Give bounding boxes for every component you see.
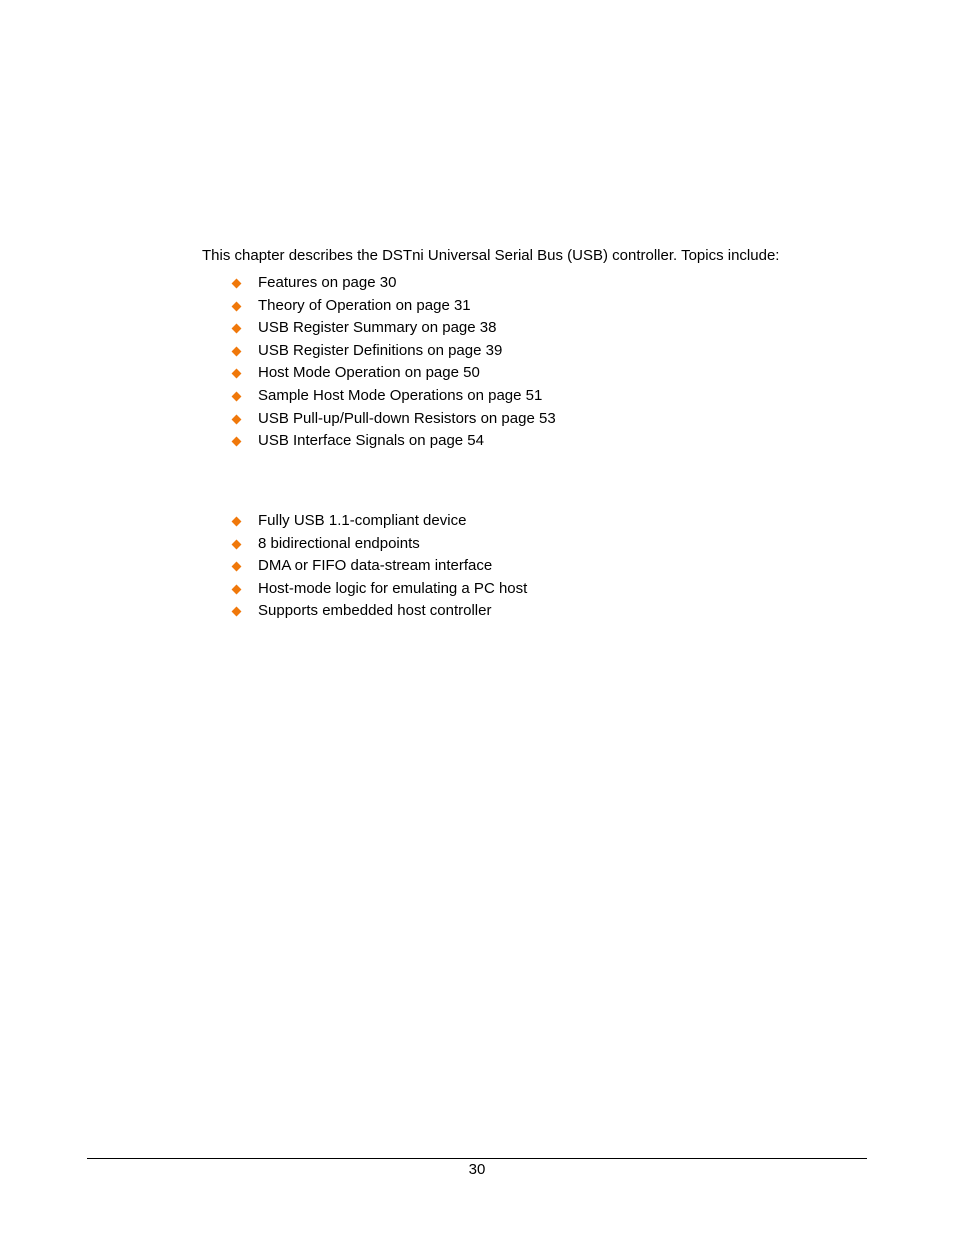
topic-link[interactable]: Features on page 30 bbox=[258, 274, 397, 291]
diamond-bullet-icon bbox=[232, 369, 242, 379]
list-item[interactable] bbox=[231, 272, 556, 295]
diamond-bullet-icon bbox=[232, 414, 242, 424]
footer-divider bbox=[87, 1158, 867, 1159]
diamond-bullet-icon bbox=[232, 584, 242, 594]
topic-link[interactable]: Host Mode Operation on page 50 bbox=[258, 364, 480, 382]
diamond-bullet-icon bbox=[232, 562, 242, 572]
features-list bbox=[231, 510, 527, 623]
diamond-bullet-icon bbox=[232, 301, 242, 311]
diamond-bullet-icon bbox=[232, 346, 242, 356]
topic-link[interactable]: USB Register Definitions on page 39 bbox=[258, 341, 503, 359]
list-item bbox=[231, 578, 527, 601]
list-item bbox=[231, 555, 527, 578]
list-item[interactable] bbox=[231, 317, 556, 340]
feature-text: 8 bidirectional endpoints bbox=[258, 534, 420, 552]
feature-text: DMA or FIFO data-stream interface bbox=[258, 557, 493, 575]
list-item bbox=[231, 600, 527, 623]
diamond-bullet-icon bbox=[232, 437, 242, 447]
feature-text: Host-mode logic for emulating a PC host bbox=[258, 579, 528, 597]
page-number: 30 bbox=[468, 1161, 486, 1178]
topic-link[interactable]: USB Register Summary on page 38 bbox=[258, 319, 497, 337]
feature-text: Supports embedded host controller bbox=[258, 602, 492, 620]
diamond-bullet-icon bbox=[232, 324, 242, 334]
feature-text: Fully USB 1.1-compliant device bbox=[258, 512, 467, 529]
diamond-bullet-icon bbox=[232, 279, 242, 289]
topic-link[interactable]: USB Interface Signals on page 54 bbox=[258, 432, 484, 450]
diamond-bullet-icon bbox=[232, 539, 242, 549]
topic-link[interactable]: Theory of Operation on page 31 bbox=[258, 296, 471, 314]
intro-paragraph: This chapter describes the DSTni Universal Serial Bus (USB) controller. Topics include: bbox=[202, 247, 780, 264]
diamond-bullet-icon bbox=[232, 392, 242, 402]
list-item[interactable] bbox=[231, 430, 556, 453]
list-item bbox=[231, 510, 527, 533]
list-item[interactable] bbox=[231, 385, 556, 408]
list-item[interactable] bbox=[231, 295, 556, 318]
diamond-bullet-icon bbox=[232, 607, 242, 617]
list-item[interactable] bbox=[231, 362, 556, 385]
list-item[interactable] bbox=[231, 408, 556, 431]
topics-list bbox=[231, 272, 556, 453]
list-item[interactable] bbox=[231, 340, 556, 363]
topic-link[interactable]: Sample Host Mode Operations on page 51 bbox=[258, 386, 543, 404]
list-item bbox=[231, 533, 527, 556]
diamond-bullet-icon bbox=[232, 517, 242, 527]
topic-link[interactable]: USB Pull-up/Pull-down Resistors on page 53 bbox=[258, 409, 556, 427]
